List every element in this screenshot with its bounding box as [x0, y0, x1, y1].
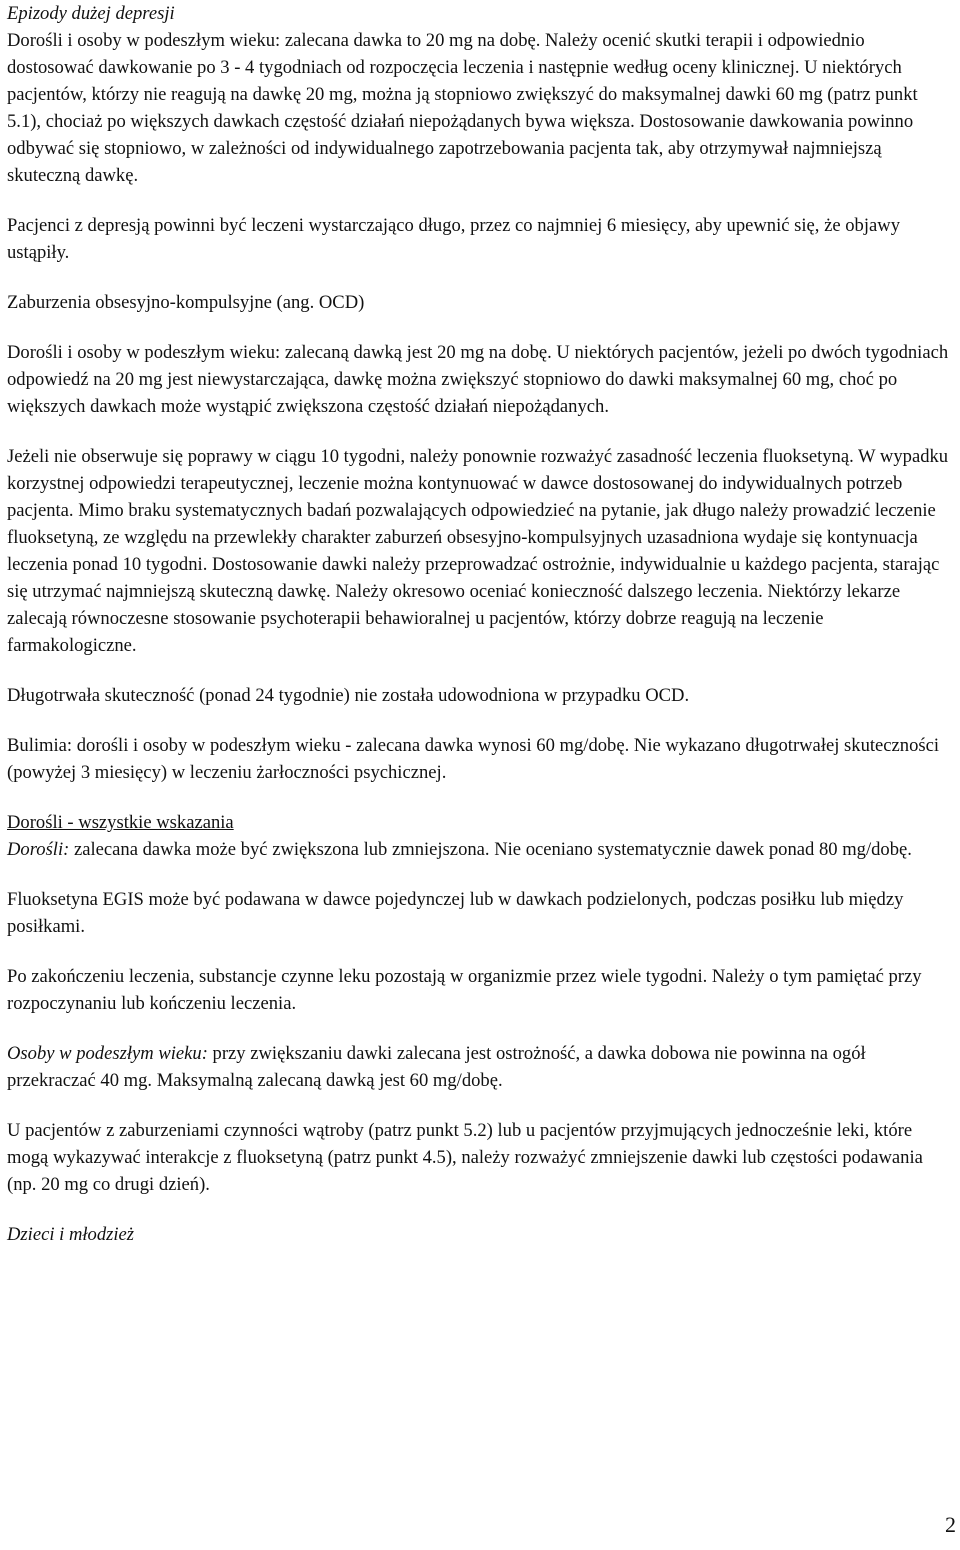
paragraph-ocd-dosage: Dorośli i osoby w podeszłym wieku: zalecaną dawką jest 20 mg na dobę. U niektórych pacjentów, jeżeli po dwóch tygodniach odpowiedź na 20 mg jest niewystarczająca, dawkę można zwiększyć stopniowo do dawki maksymalnej 60 mg, choć po większych dawkach może wystąpić zwiększona częstość działań niepożądanych. [7, 342, 949, 417]
label-adults: Dorośli: [7, 839, 70, 860]
paragraph-elderly [7, 1040, 953, 1094]
paragraph-depression-duration: Pacjenci z depresją powinni być leczeni wystarczająco długo, przez co najmniej 6 miesięcy, aby upewnić się, że objawy ustąpiły. [7, 215, 900, 263]
paragraph-liver-impairment: U pacjentów z zaburzeniami czynności wątroby (patrz punkt 5.2) lub u pacjentów przyjmujących jednocześnie leki, które mogą wykazywać interakcje z fluoksetyną (patrz punkt 4.5), należy rozważyć zmniejszenie dawki lub częstości podawania (np. 20 mg co drugi dzień). [7, 1120, 923, 1195]
heading-adults-all-indications: Dorośli - wszystkie wskazania [7, 812, 234, 833]
heading-depression: Epizody dużej depresji [7, 3, 175, 24]
page-number: 2 [945, 1512, 956, 1537]
paragraph-after-treatment: Po zakończeniu leczenia, substancje czynne leku pozostają w organizmie przez wiele tygodni. Należy o tym pamiętać przy rozpoczynaniu lub kończeniu leczenia. [7, 966, 922, 1014]
text-elderly: przy zwiększaniu dawki zalecana jest ostrożność, a dawka dobowa nie powinna na ogół przekraczać 40 mg. Maksymalną zalecaną dawką jest 60 mg/dobę. [7, 1043, 866, 1091]
heading-children: Dzieci i młodzież [7, 1224, 135, 1245]
heading-ocd: Zaburzenia obsesyjno-kompulsyjne (ang. OCD) [7, 292, 365, 313]
paragraph-depression-dosage: Dorośli i osoby w podeszłym wieku: zalecana dawka to 20 mg na dobę. Należy ocenić skutki terapii i odpowiednio dostosować dawkowanie po 3 - 4 tygodniach od rozpoczęcia leczenia i następnie według oceny klinicznej. U niektórych pacjentów, którzy nie reagują na dawkę 20 mg, można ją stopniowo zwiększyć do maksymalnej dawki 60 mg (patrz punkt 5.1), chociaż po większych dawkach częstość działań niepożądanych bywa większa. Dostosowanie dawkowania powinno odbywać się stopniowo, w zależności od indywidualnego zapotrzebowania pacjenta tak, aby otrzymywał najmniejszą skuteczną dawkę. [7, 30, 918, 186]
label-elderly: Osoby w podeszłym wieku: [7, 1043, 208, 1064]
paragraph-administration: Fluoksetyna EGIS może być podawana w dawce pojedynczej lub w dawkach podzielonych, podczas posiłku lub między posiłkami. [7, 889, 904, 937]
paragraph-ocd-continuation: Jeżeli nie obserwuje się poprawy w ciągu 10 tygodni, należy ponownie rozważyć zasadność leczenia fluoksetyną. W wypadku korzystnej odpowiedzi terapeutycznej, leczenie można kontynuować w dawce dostosowanej do indywidualnych potrzeb pacjenta. Mimo braku systematycznych badań pozwalających odpowiedzieć na pytanie, jak długo należy prowadzić leczenie fluoksetyną, ze względu na przewlekły charakter zaburzeń obsesyjno-kompulsyjnych uzasadniona wydaje się kontynuacja leczenia ponad 10 tygodni. Dostosowanie dawki należy przeprowadzać ostrożnie, indywidualnie u każdego pacjenta, starając się utrzymać najmniejszą skuteczną dawkę. Należy okresowo oceniać konieczność dalszego leczenia. Niektórzy lekarze zalecają równoczesne stosowanie psychoterapii behawioralnej u pacjentów, którzy dobrze reagują na leczenie farmakologiczne. [7, 446, 949, 656]
paragraph-ocd-long-term: Długotrwała skuteczność (ponad 24 tygodnie) nie została udowodniona w przypadku OCD. [7, 685, 690, 706]
paragraph-adults [7, 836, 953, 863]
paragraph-bulimia: Bulimia: dorośli i osoby w podeszłym wieku - zalecana dawka wynosi 60 mg/dobę. Nie wykazano długotrwałej skuteczności (powyżej 3 miesięcy) w leczeniu żarłoczności psychicznej. [7, 735, 940, 783]
text-adults: zalecana dawka może być zwiększona lub zmniejszona. Nie oceniano systematycznie dawek ponad 80 mg/dobę. [69, 839, 912, 860]
document-page [7, 0, 953, 1248]
